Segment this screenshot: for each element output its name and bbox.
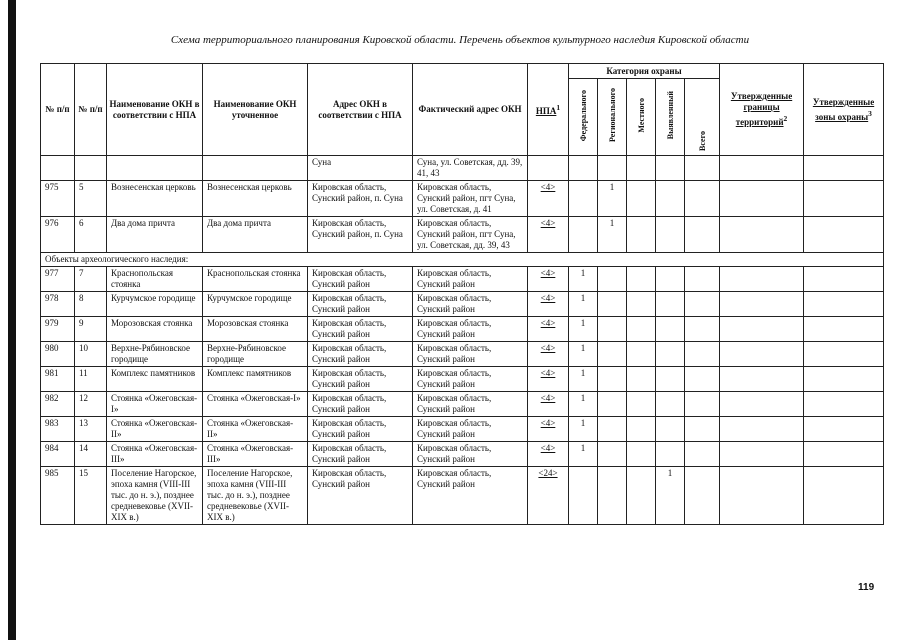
cell-name-spec: Два дома причта — [203, 217, 308, 253]
cell-name-spec: Верхне-Рябиновское городище — [203, 342, 308, 367]
cell-name-npa: Курчумское городище — [107, 292, 203, 317]
cell-empty — [75, 156, 107, 181]
cell-npa: <4> — [528, 317, 569, 342]
cell-empty — [720, 367, 804, 392]
cell-cat-regional — [598, 342, 627, 367]
cell-num2: 5 — [75, 181, 107, 217]
header-category: Категория охраны — [569, 64, 720, 79]
cell-empty — [528, 156, 569, 181]
cell-name-npa: Поселение Нагорское, эпоха камня (VIII-III тыс. до н. э.), позднее средневековье (XVII-XIX в.) — [107, 467, 203, 525]
cell-npa: <4> — [528, 292, 569, 317]
cell-empty — [804, 392, 884, 417]
cell-num: 984 — [41, 442, 75, 467]
cell-name-npa: Стоянка «Ожеговская-III» — [107, 442, 203, 467]
cell-cat-local — [627, 467, 656, 525]
cell-npa: <4> — [528, 392, 569, 417]
cell-cat-total — [685, 467, 720, 525]
header-npa-label: НПА — [535, 106, 557, 116]
header-addr-fact: Фактический адрес ОКН — [413, 64, 528, 156]
cell-addr-fact: Кировская область, Сунский район — [413, 442, 528, 467]
section-label: Объекты археологического наследия: — [41, 253, 884, 267]
header-cat-federal — [569, 79, 598, 156]
cell-num: 981 — [41, 367, 75, 392]
cell-name-npa: Вознесенская церковь — [107, 181, 203, 217]
cell-cat-federal — [569, 217, 598, 253]
cell-empty — [720, 181, 804, 217]
cell-addr-fact: Суна, ул. Советская, дд. 39, 41, 43 — [413, 156, 528, 181]
cell-addr-fact: Кировская область, Сунский район — [413, 317, 528, 342]
cell-empty — [569, 156, 598, 181]
cell-cat-total — [685, 442, 720, 467]
table-row — [41, 392, 884, 417]
cell-addr-npa: Кировская область, Сунский район — [308, 392, 413, 417]
cell-cat-total — [685, 392, 720, 417]
table-row — [41, 342, 884, 367]
cell-npa: <4> — [528, 267, 569, 292]
cell-cat-total — [685, 217, 720, 253]
cell-num2: 11 — [75, 367, 107, 392]
cell-addr-npa: Суна — [308, 156, 413, 181]
cell-addr-fact: Кировская область, Сунский район — [413, 267, 528, 292]
cell-cat-revealed — [656, 367, 685, 392]
cell-cat-revealed — [656, 292, 685, 317]
cell-cat-local — [627, 417, 656, 442]
cell-npa: <4> — [528, 367, 569, 392]
cell-cat-local — [627, 367, 656, 392]
cell-empty — [804, 417, 884, 442]
cell-name-npa: Краснопольская стоянка — [107, 267, 203, 292]
binder-edge — [8, 0, 16, 640]
header-cat-local-label: Местного — [636, 98, 646, 133]
cell-cat-local — [627, 181, 656, 217]
cell-addr-npa: Кировская область, Сунский район, п. Суна — [308, 181, 413, 217]
table-row — [41, 217, 884, 253]
cell-cat-federal: 1 — [569, 292, 598, 317]
cell-cat-revealed — [656, 342, 685, 367]
cell-cat-regional — [598, 442, 627, 467]
cell-addr-npa: Кировская область, Сунский район — [308, 292, 413, 317]
section-row — [41, 253, 884, 267]
cell-empty — [720, 392, 804, 417]
cell-addr-fact: Кировская область, Сунский район — [413, 392, 528, 417]
cell-empty — [720, 317, 804, 342]
header-approved-borders-label: Утвержденные границы территорий — [730, 91, 793, 127]
cell-addr-fact: Кировская область, Сунский район, пгт Суна, ул. Советская, д. 41 — [413, 181, 528, 217]
cell-addr-npa: Кировская область, Сунский район — [308, 267, 413, 292]
cell-num: 977 — [41, 267, 75, 292]
page-title: Схема территориального планирования Кировской области. Перечень объектов культурного наследия Кировской области — [170, 34, 750, 46]
cell-name-npa: Два дома причта — [107, 217, 203, 253]
cell-num: 982 — [41, 392, 75, 417]
cell-cat-total — [685, 292, 720, 317]
header-num2: № п/п — [75, 64, 107, 156]
cell-addr-npa: Кировская область, Сунский район — [308, 317, 413, 342]
cell-cat-local — [627, 392, 656, 417]
header-cat-local — [627, 79, 656, 156]
cell-empty — [804, 181, 884, 217]
header-approved-borders — [720, 64, 804, 156]
header-cat-total — [685, 79, 720, 156]
cell-cat-local — [627, 267, 656, 292]
cell-num2: 10 — [75, 342, 107, 367]
cell-empty — [41, 156, 75, 181]
cell-addr-npa: Кировская область, Сунский район — [308, 367, 413, 392]
cell-empty — [804, 217, 884, 253]
cell-empty — [685, 156, 720, 181]
cell-addr-fact: Кировская область, Сунский район — [413, 417, 528, 442]
cell-empty — [804, 342, 884, 367]
cell-cat-total — [685, 342, 720, 367]
cell-addr-npa: Кировская область, Сунский район — [308, 442, 413, 467]
cell-empty — [804, 467, 884, 525]
cell-cat-local — [627, 342, 656, 367]
cell-addr-npa: Кировская область, Сунский район, п. Суна — [308, 217, 413, 253]
header-approved-zones-sup: 3 — [868, 108, 872, 118]
cell-empty — [804, 292, 884, 317]
cell-name-spec: Стоянка «Ожеговская-II» — [203, 417, 308, 442]
cell-empty — [107, 156, 203, 181]
cell-empty — [203, 156, 308, 181]
header-cat-regional — [598, 79, 627, 156]
table-row — [41, 181, 884, 217]
cell-cat-regional — [598, 417, 627, 442]
cell-name-spec: Морозовская стоянка — [203, 317, 308, 342]
cell-empty — [720, 417, 804, 442]
cell-name-npa: Комплекс памятников — [107, 367, 203, 392]
cell-cat-federal: 1 — [569, 267, 598, 292]
cell-num2: 14 — [75, 442, 107, 467]
cell-cat-regional — [598, 267, 627, 292]
table-row — [41, 292, 884, 317]
cell-empty — [804, 267, 884, 292]
cell-cat-revealed — [656, 417, 685, 442]
header-num: № п/п — [41, 64, 75, 156]
cell-name-npa: Морозовская стоянка — [107, 317, 203, 342]
cell-empty — [804, 317, 884, 342]
cell-addr-fact: Кировская область, Сунский район — [413, 292, 528, 317]
cell-cat-revealed — [656, 442, 685, 467]
cell-empty — [720, 292, 804, 317]
heritage-table — [40, 63, 884, 525]
cell-empty — [656, 156, 685, 181]
cell-npa: <4> — [528, 417, 569, 442]
header-name-spec: Наименование ОКН уточненное — [203, 64, 308, 156]
header-approved-zones — [804, 64, 884, 156]
cell-cat-regional — [598, 292, 627, 317]
header-addr-npa: Адрес ОКН в соответствии с НПА — [308, 64, 413, 156]
page-number: 119 — [858, 582, 875, 593]
cell-addr-fact: Кировская область, Сунский район — [413, 467, 528, 525]
cell-npa: <4> — [528, 442, 569, 467]
cell-cat-federal: 1 — [569, 417, 598, 442]
cell-cat-regional — [598, 467, 627, 525]
cell-addr-fact: Кировская область, Сунский район — [413, 367, 528, 392]
cell-num2: 15 — [75, 467, 107, 525]
cell-name-spec: Вознесенская церковь — [203, 181, 308, 217]
cell-name-spec: Стоянка «Ожеговская-III» — [203, 442, 308, 467]
header-approved-zones-label: Утвержденные зоны охраны — [812, 96, 875, 122]
cell-name-spec: Краснопольская стоянка — [203, 267, 308, 292]
cell-num: 978 — [41, 292, 75, 317]
cell-cat-local — [627, 442, 656, 467]
cell-addr-npa: Кировская область, Сунский район — [308, 467, 413, 525]
header-npa — [528, 64, 569, 156]
cell-cat-regional — [598, 392, 627, 417]
cell-cat-federal: 1 — [569, 392, 598, 417]
cell-cat-federal: 1 — [569, 342, 598, 367]
cell-cat-local — [627, 217, 656, 253]
cell-addr-npa: Кировская область, Сунский район — [308, 342, 413, 367]
cell-cat-revealed — [656, 392, 685, 417]
cell-addr-fact: Кировская область, Сунский район — [413, 342, 528, 367]
header-npa-sup: 1 — [556, 103, 561, 112]
cell-addr-fact: Кировская область, Сунский район, пгт Суна, ул. Советская, дд. 39, 43 — [413, 217, 528, 253]
table-header-row — [41, 64, 884, 79]
cell-cat-regional: 1 — [598, 181, 627, 217]
cell-cat-total — [685, 267, 720, 292]
cell-cat-local — [627, 317, 656, 342]
header-cat-federal-label: Федерального — [578, 89, 588, 142]
cell-num2: 7 — [75, 267, 107, 292]
cell-name-spec: Стоянка «Ожеговская-I» — [203, 392, 308, 417]
table-row — [41, 467, 884, 525]
cell-name-spec: Курчумское городище — [203, 292, 308, 317]
cell-cat-total — [685, 367, 720, 392]
cell-empty — [720, 467, 804, 525]
cell-cat-total — [685, 417, 720, 442]
cell-addr-npa: Кировская область, Сунский район — [308, 417, 413, 442]
cell-name-npa: Стоянка «Ожеговская-I» — [107, 392, 203, 417]
cell-num2: 12 — [75, 392, 107, 417]
cell-empty — [627, 156, 656, 181]
cell-empty — [804, 156, 884, 181]
cell-cat-federal: 1 — [569, 367, 598, 392]
cell-num: 976 — [41, 217, 75, 253]
table-row — [41, 317, 884, 342]
header-cat-revealed — [656, 79, 685, 156]
cell-num2: 6 — [75, 217, 107, 253]
cell-npa: <4> — [528, 181, 569, 217]
cell-npa: <4> — [528, 342, 569, 367]
cell-npa: <24> — [528, 467, 569, 525]
cell-empty — [720, 267, 804, 292]
cell-cat-regional — [598, 367, 627, 392]
cell-name-npa: Верхне-Рябиновское городище — [107, 342, 203, 367]
header-cat-revealed-label: Выявленный — [665, 91, 675, 140]
cell-cat-federal: 1 — [569, 442, 598, 467]
header-name-npa: Наименование ОКН в соответствии с НПА — [107, 64, 203, 156]
cell-cat-revealed — [656, 317, 685, 342]
cell-empty — [804, 367, 884, 392]
cell-num: 980 — [41, 342, 75, 367]
header-cat-total-label: Всего — [697, 131, 707, 151]
table-row — [41, 367, 884, 392]
cell-empty — [720, 442, 804, 467]
table-row — [41, 267, 884, 292]
cell-num: 983 — [41, 417, 75, 442]
cell-cat-total — [685, 181, 720, 217]
cell-empty — [720, 342, 804, 367]
cell-cat-federal — [569, 467, 598, 525]
cell-num2: 13 — [75, 417, 107, 442]
cell-num: 985 — [41, 467, 75, 525]
cell-cat-local — [627, 292, 656, 317]
cell-name-spec: Комплекс памятников — [203, 367, 308, 392]
cell-num2: 8 — [75, 292, 107, 317]
header-cat-regional-label: Регионального — [607, 88, 617, 143]
cell-cat-regional — [598, 317, 627, 342]
cell-cat-revealed — [656, 217, 685, 253]
cell-npa: <4> — [528, 217, 569, 253]
cell-empty — [720, 156, 804, 181]
cell-cat-revealed — [656, 267, 685, 292]
cell-num: 975 — [41, 181, 75, 217]
cell-empty — [804, 442, 884, 467]
table-row-continuation — [41, 156, 884, 181]
cell-name-npa: Стоянка «Ожеговская-II» — [107, 417, 203, 442]
cell-empty — [598, 156, 627, 181]
cell-num: 979 — [41, 317, 75, 342]
header-approved-borders-sup: 2 — [783, 114, 788, 123]
cell-cat-federal — [569, 181, 598, 217]
table-row — [41, 417, 884, 442]
cell-cat-regional: 1 — [598, 217, 627, 253]
cell-cat-revealed — [656, 181, 685, 217]
table-row — [41, 442, 884, 467]
cell-cat-total — [685, 317, 720, 342]
cell-num2: 9 — [75, 317, 107, 342]
cell-name-spec: Поселение Нагорское, эпоха камня (VIII-III тыс. до н. э.), позднее средневековье (XVII-XIX в.) — [203, 467, 308, 525]
cell-empty — [720, 217, 804, 253]
cell-cat-federal: 1 — [569, 317, 598, 342]
cell-cat-revealed: 1 — [656, 467, 685, 525]
